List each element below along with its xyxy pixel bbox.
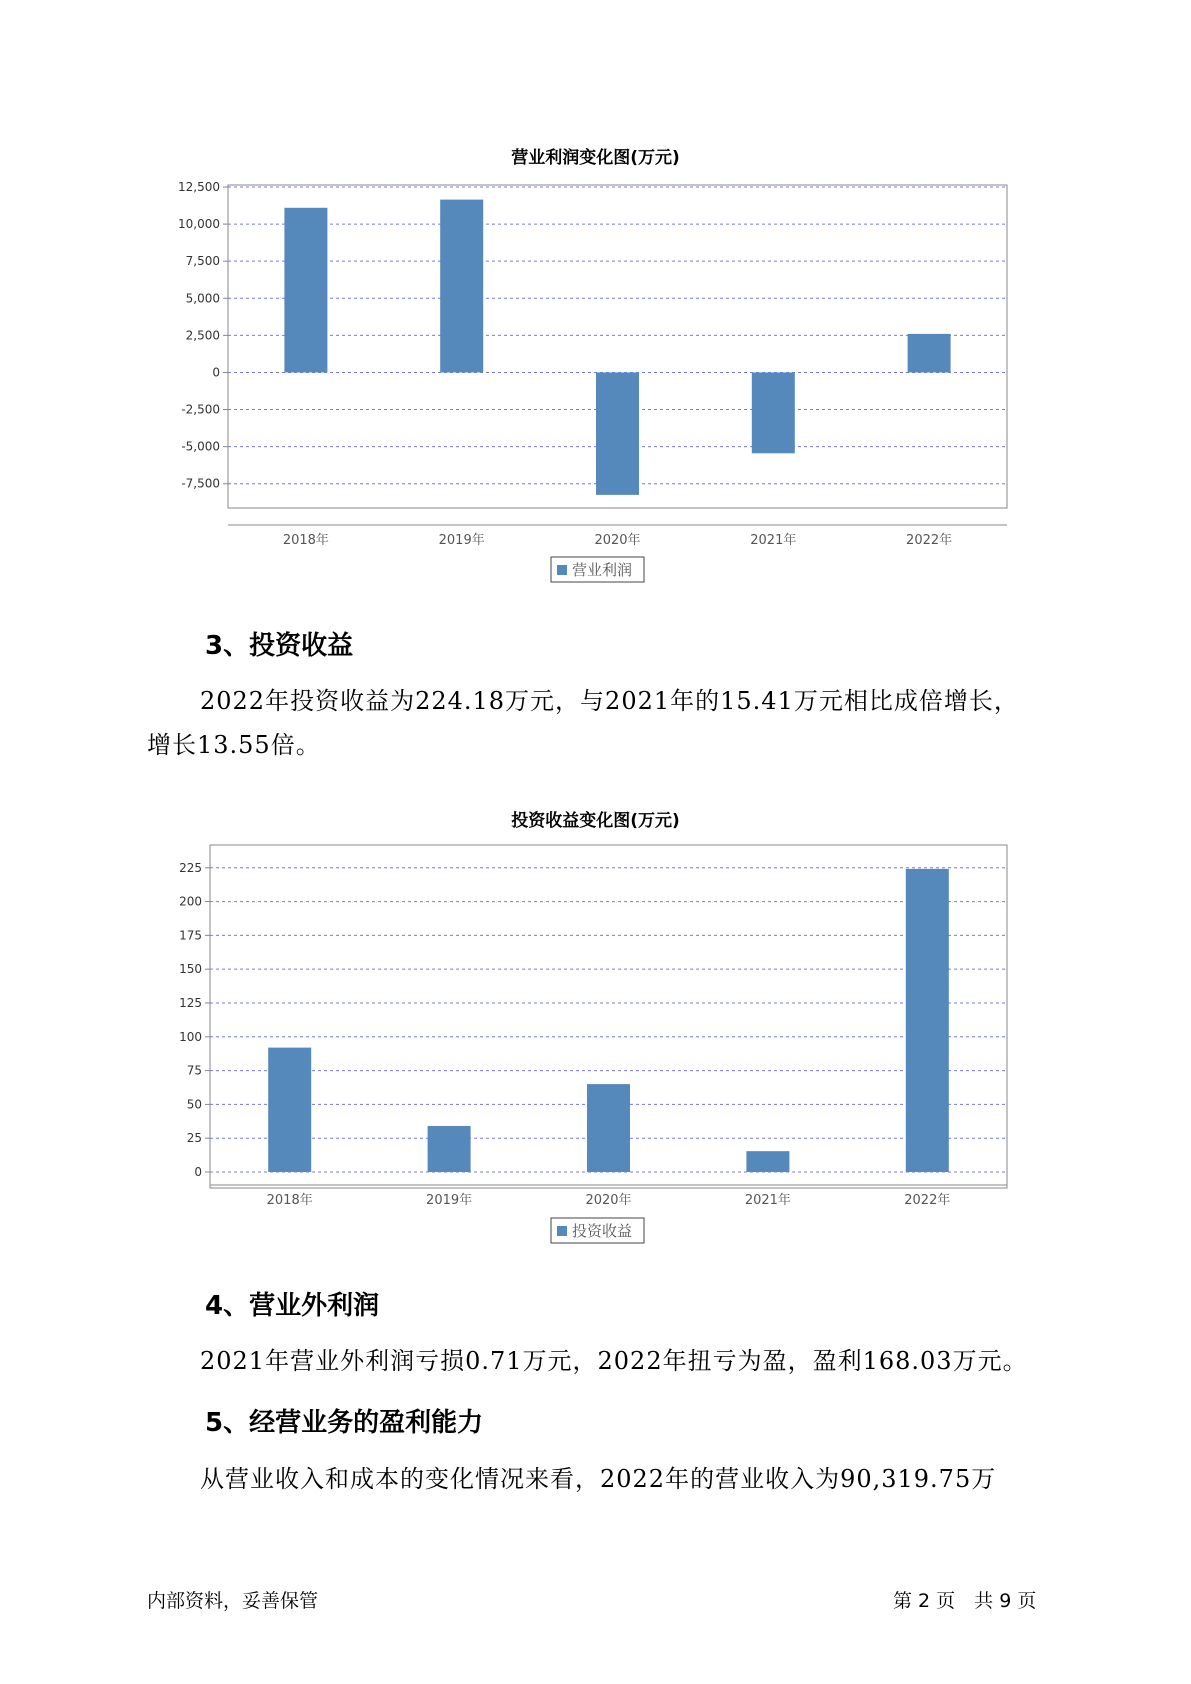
bar (746, 1151, 789, 1172)
section4-paragraph: 2021年营业外利润亏损0.71万元，2022年扭亏为盈，盈利168.03万元。 (200, 1347, 1028, 1375)
y-tick-label: 10,000 (178, 217, 220, 232)
x-tick-label: 2022年 (906, 533, 953, 548)
footer-confidential: 内部资料，妥善保管 (147, 1590, 319, 1612)
x-tick-label: 2018年 (266, 1193, 313, 1208)
bar (268, 1048, 311, 1172)
legend-label: 投资收益 (572, 1222, 633, 1240)
x-tick-label: 2020年 (594, 533, 641, 548)
x-tick-label: 2019年 (438, 533, 485, 548)
y-tick-label: -5,000 (181, 439, 220, 454)
bar (906, 869, 949, 1172)
y-tick-label: 7,500 (185, 254, 220, 269)
x-tick-label: 2019年 (426, 1193, 473, 1208)
legend (551, 1218, 644, 1243)
y-tick-label: 0 (194, 1165, 202, 1179)
y-tick-label: 200 (179, 894, 202, 909)
y-tick-label: 225 (179, 860, 202, 875)
section3-heading: 3、投资收益 (205, 631, 354, 661)
footer-page-number: 第 2 页 共 9 页 (893, 1590, 1037, 1612)
chart2-title: 投资收益变化图(万元) (511, 811, 680, 831)
section3-paragraph-line1: 2022年投资收益为224.18万元，与2021年的15.41万元相比成倍增长， (200, 687, 1019, 715)
x-tick-label: 2021年 (750, 533, 797, 548)
x-tick-label: 2020年 (585, 1193, 632, 1208)
x-tick-label: 2018年 (282, 533, 329, 548)
y-tick-label: 12,500 (178, 180, 220, 194)
chart1-title: 营业利润变化图(万元) (511, 148, 680, 168)
y-tick-label: 100 (179, 1029, 202, 1044)
bar (587, 1084, 630, 1172)
section5-heading: 5、经营业务的盈利能力 (205, 1408, 484, 1438)
y-tick-label: 150 (179, 962, 202, 977)
y-tick-label: 75 (186, 1063, 202, 1078)
y-tick-label: -2,500 (181, 402, 220, 417)
y-tick-label: 50 (186, 1097, 202, 1112)
legend-swatch (557, 1226, 567, 1236)
section3-paragraph-line2: 增长13.55倍。 (147, 731, 321, 759)
bar (428, 1126, 471, 1172)
y-tick-label: 2,500 (185, 328, 220, 343)
section5-paragraph: 从营业收入和成本的变化情况来看，2022年的营业收入为90,319.75万 (200, 1465, 997, 1493)
legend-label: 营业利润 (572, 561, 633, 579)
section4-heading: 4、营业外利润 (205, 1291, 380, 1321)
y-tick-label: -7,500 (181, 476, 220, 491)
y-tick-label: 25 (186, 1131, 202, 1146)
y-tick-label: 0 (212, 365, 220, 380)
x-tick-label: 2022年 (904, 1193, 951, 1208)
x-tick-label: 2021年 (744, 1193, 791, 1208)
y-tick-label: 5,000 (185, 291, 220, 306)
y-tick-label: 125 (179, 995, 202, 1010)
y-tick-label: 175 (179, 928, 202, 943)
